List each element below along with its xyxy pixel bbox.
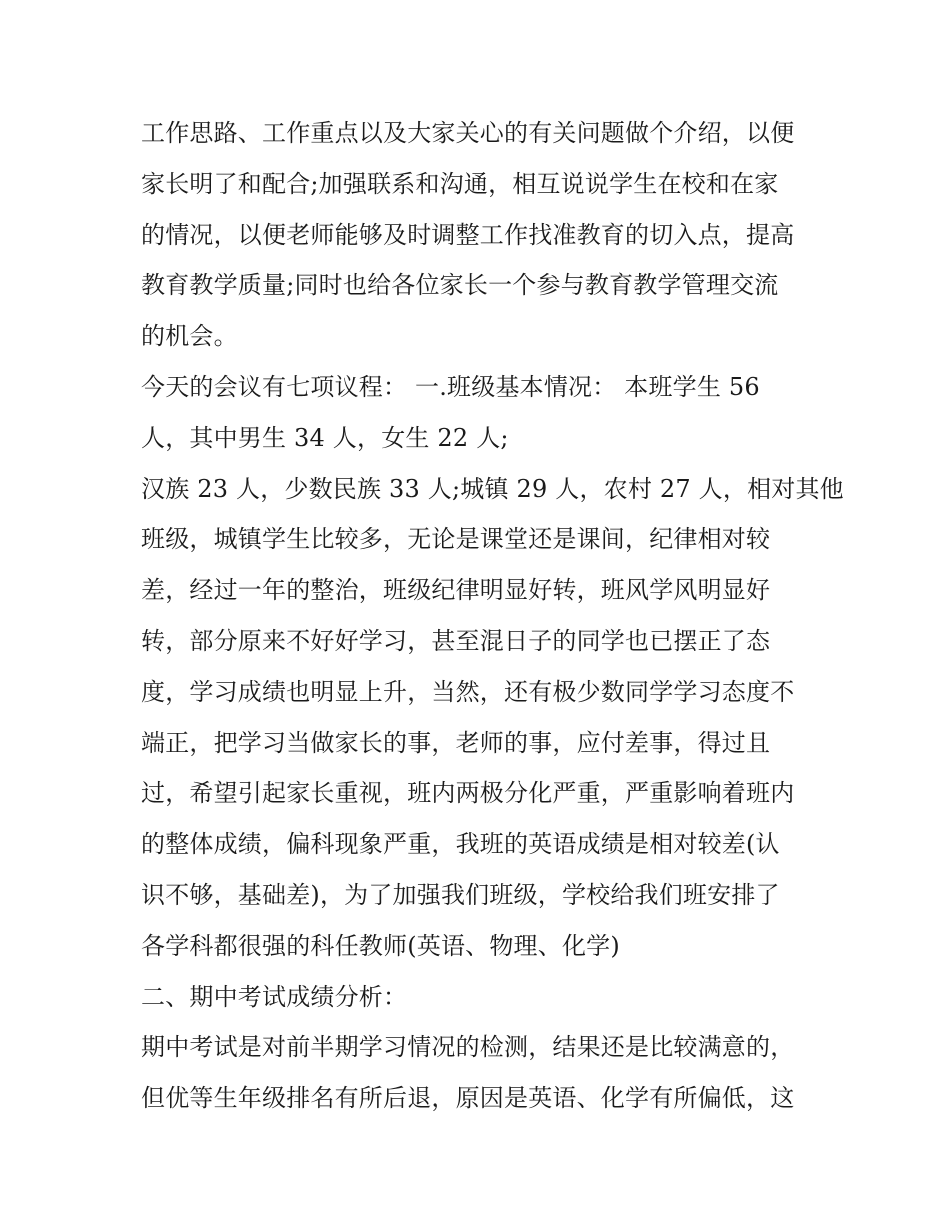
- text-line: 的整体成绩，偏科现象严重，我班的英语成绩是相对较差(认: [141, 830, 780, 859]
- section-heading: 二、期中考试成绩分析：: [141, 982, 408, 1011]
- text-line: 今天的会议有七项议程： 一.班级基本情况： 本班学生 56: [141, 372, 760, 401]
- text-line: 人，其中男生 34 人，女生 22 人;: [141, 423, 509, 452]
- text-line: 识不够，基础差)，为了加强我们班级，学校给我们班安排了: [141, 880, 780, 909]
- text-line: 过，希望引起家长重视，班内两极分化严重，严重影响着班内: [141, 779, 795, 808]
- text-line: 家长明了和配合;加强联系和沟通，相互说说学生在校和在家: [141, 169, 779, 198]
- text-line: 期中考试是对前半期学习情况的检测，结果还是比较满意的，: [141, 1033, 795, 1062]
- text-line: 差，经过一年的整治，班级纪律明显好转，班风学风明显好: [141, 576, 771, 605]
- text-line: 度，学习成绩也明显上升，当然，还有极少数同学学习态度不: [141, 677, 795, 706]
- text-line: 的情况，以便老师能够及时调整工作找准教育的切入点，提高: [141, 220, 795, 249]
- text-line: 转，部分原来不好好学习，甚至混日子的同学也已摆正了态: [141, 626, 771, 655]
- body-text: [141, 108, 844, 1124]
- text-line: 的机会。: [141, 322, 238, 351]
- text-line: 端正，把学习当做家长的事，老师的事，应付差事，得过且: [141, 728, 771, 757]
- text-line: 汉族 23 人，少数民族 33 人;城镇 29 人，农村 27 人，相对其他: [141, 474, 844, 503]
- text-line: 班级，城镇学生比较多，无论是课堂还是课间，纪律相对较: [141, 525, 771, 554]
- text-line: 教育教学质量;同时也给各位家长一个参与教育教学管理交流: [141, 271, 779, 300]
- text-line: 工作思路、工作重点以及大家关心的有关问题做个介绍，以便: [141, 119, 795, 147]
- text-line: 各学科都很强的科任教师(英语、物理、化学): [141, 931, 620, 960]
- text-line: 但优等生年级排名有所后退，原因是英语、化学有所偏低，这: [141, 1084, 795, 1113]
